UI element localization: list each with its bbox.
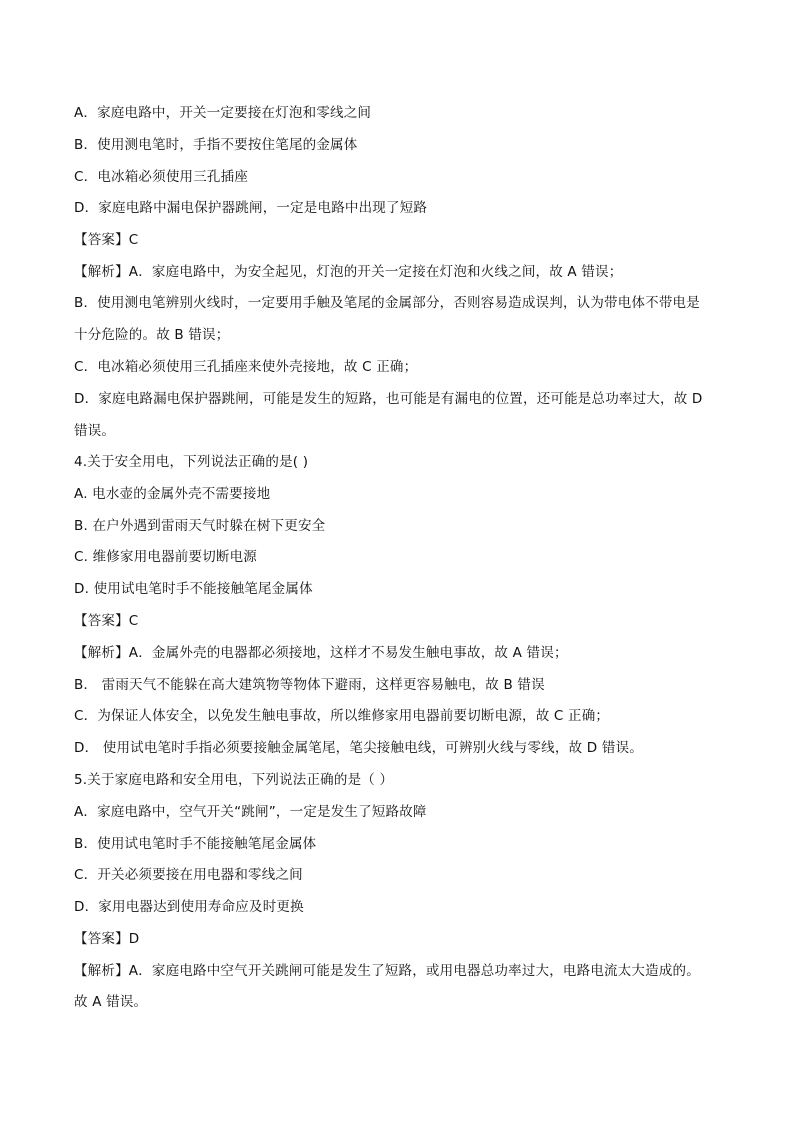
answer-line: 【答案】C	[74, 232, 139, 248]
analysis-line: 【解析】A．金属外壳的电器都必须接地，这样才不易发生触电事故，故 A 错误；	[74, 645, 568, 661]
text-line: 故 A 错误。	[74, 994, 148, 1010]
text-line: B．使用测电笔辨别火线时，一定要用手触及笔尾的金属部分，否则容易造成误判，认为带电体不带电是	[74, 295, 700, 311]
answer-line: 【答案】C	[74, 613, 139, 629]
option-line: D．家用电器达到使用寿命应及时更换	[74, 899, 304, 915]
text-line: B．使用测电笔时，手指不要按住笔尾的金属体	[74, 137, 358, 153]
option-line: A. 电水壶的金属外壳不需要接地	[74, 486, 271, 502]
question-line: 4.关于安全用电，下列说法正确的是( )	[74, 454, 309, 470]
text-line: D．家庭电路中漏电保护器跳闸，一定是电路中出现了短路	[74, 200, 428, 216]
text-line: B． 雷雨天气不能躲在高大建筑物等物体下避雨，这样更容易触电，故 B 错误	[74, 677, 545, 693]
analysis-line: 【解析】A．家庭电路中空气开关跳闸可能是发生了短路，或用电器总功率过大，电路电流太大造成的。	[74, 963, 700, 979]
analysis-line: 【解析】A．家庭电路中，为安全起见，灯泡的开关一定接在灯泡和火线之间，故 A 错误；	[74, 264, 623, 280]
question-line: 5.关于家庭电路和安全用电，下列说法正确的是（ ）	[74, 772, 394, 788]
option-line: C．开关必须要接在用电器和零线之间	[74, 867, 303, 883]
text-line: C．电冰箱必须使用三孔插座	[74, 169, 249, 185]
option-line: A．家庭电路中，空气开关“跳闸”，一定是发生了短路故障	[74, 804, 427, 820]
option-line: B．使用试电笔时手不能接触笔尾金属体	[74, 836, 317, 852]
option-line: C. 维修家用电器前要切断电源	[74, 549, 258, 565]
text-line: 错误。	[74, 423, 116, 439]
option-line: B. 在户外遇到雷雨天气时躲在树下更安全	[74, 518, 326, 534]
text-line: C．为保证人体安全，以免发生触电事故，所以维修家用电器前要切断电源，故 C 正确；	[74, 708, 610, 724]
answer-line: 【答案】D	[74, 931, 140, 947]
text-line: D．家庭电路漏电保护器跳闸，可能是发生的短路，也可能是有漏电的位置，还可能是总功率过大，故 D	[74, 391, 703, 407]
text-line: A．家庭电路中，开关一定要接在灯泡和零线之间	[74, 105, 372, 121]
text-line: 十分危险的。故 B 错误；	[74, 327, 230, 343]
option-line: D. 使用试电笔时手不能接触笔尾金属体	[74, 581, 313, 597]
text-line: C．电冰箱必须使用三孔插座来使外壳接地，故 C 正确；	[74, 359, 418, 375]
text-line: D． 使用试电笔时手指必须要接触金属笔尾，笔尖接触电线，可辨别火线与零线，故 D 错误。	[74, 740, 643, 756]
